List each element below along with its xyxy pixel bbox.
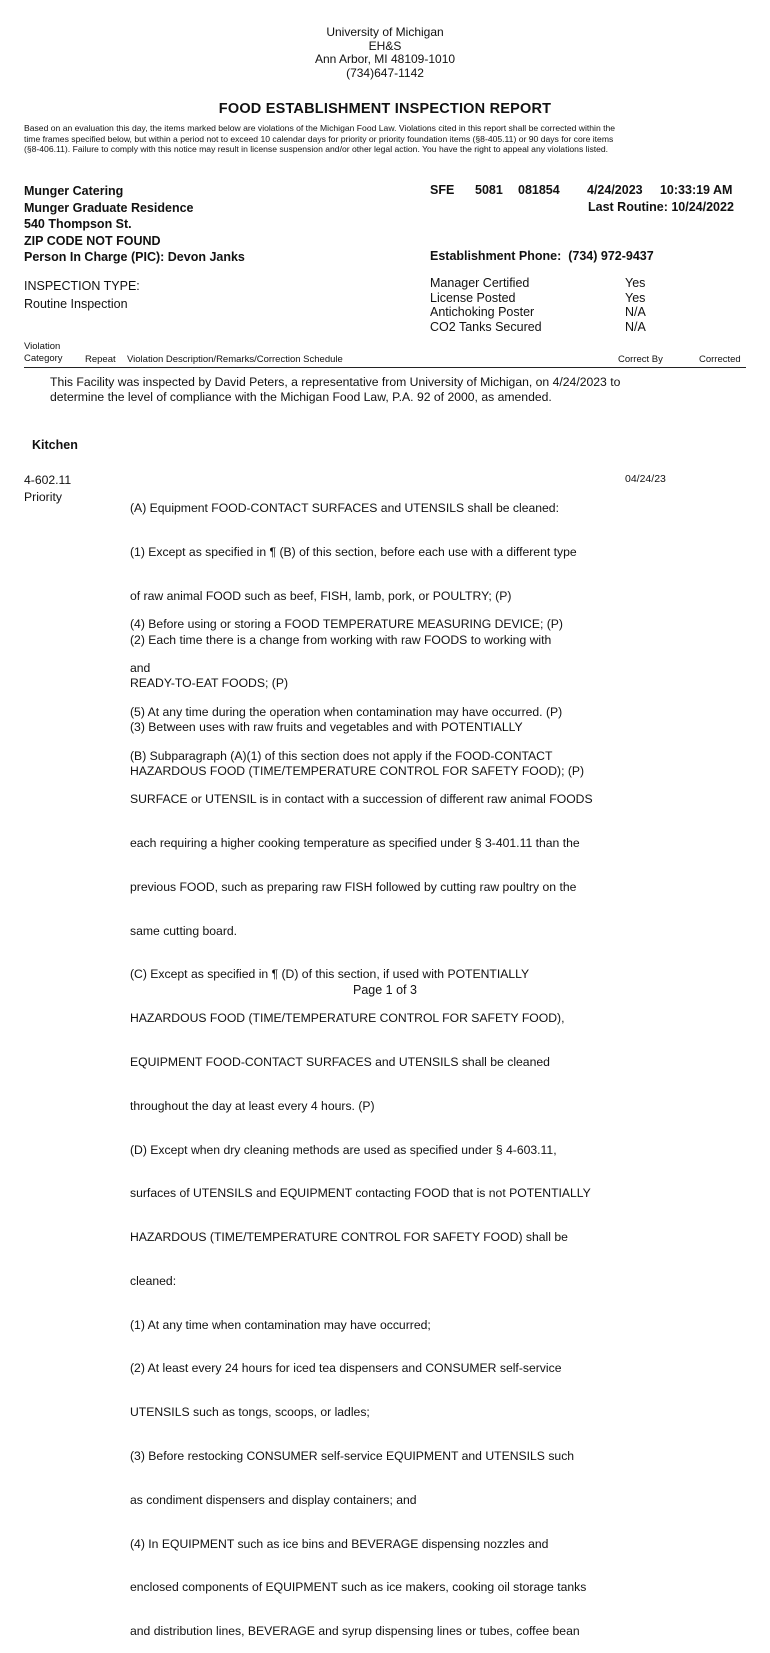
description-line: as condiment dispensers and display containers; and bbox=[130, 1492, 417, 1507]
description-line: HAZARDOUS FOOD (TIME/TEMPERATURE CONTROL FOR SAFETY FOOD), bbox=[130, 1011, 565, 1026]
header-repeat: Repeat bbox=[85, 354, 116, 365]
description-line: same cutting board. bbox=[130, 923, 238, 938]
establishment-info bbox=[24, 183, 245, 266]
description-line: (1) At any time when contamination may have occurred; bbox=[130, 1317, 431, 1332]
description-line: (C) Except as specified in ¶ (D) of this section, if used with POTENTIALLY bbox=[130, 967, 530, 982]
description-line: READY-TO-EAT FOODS; (P) bbox=[130, 676, 289, 691]
check-label: Antichoking Poster bbox=[430, 305, 535, 320]
description-line: of raw animal FOOD such as beef, FISH, lamb, pork, or POULTRY; (P) bbox=[130, 588, 512, 603]
establishment-type: SFE bbox=[430, 183, 455, 197]
intro-line: time frames specified below, but within a period not to exceed 10 calendar days for priority or priority foundation items (§8-405.11) or 90 days for core items bbox=[24, 133, 614, 144]
person-in-charge: Person In Charge (PIC): Devon Janks bbox=[24, 250, 245, 264]
report-title: FOOD ESTABLISHMENT INSPECTION REPORT bbox=[218, 101, 552, 117]
check-value: N/A bbox=[625, 305, 646, 320]
description-line: UTENSILS such as tongs, scoops, or ladles; bbox=[130, 1405, 370, 1420]
intro-line: (§8-406.11). Failure to comply with this notice may result in license suspension and/or other legal action. You have the right to appeal any violations listed. bbox=[24, 144, 609, 154]
description-line: and bbox=[130, 660, 151, 675]
check-label: CO2 Tanks Secured bbox=[430, 319, 542, 334]
description-line: (4) In EQUIPMENT such as ice bins and BEVERAGE dispensing nozzles and bbox=[130, 1536, 549, 1551]
intro-text bbox=[24, 123, 746, 155]
last-routine: Last Routine: 10/24/2022 bbox=[588, 200, 734, 214]
description-line: HAZARDOUS (TIME/TEMPERATURE CONTROL FOR SAFETY FOOD) shall be bbox=[130, 1230, 568, 1245]
establishment-zip: ZIP CODE NOT FOUND bbox=[24, 233, 161, 248]
inspection-type-block bbox=[24, 277, 140, 313]
facility-statement-line: This Facility was inspected by David Peters, a representative from University of Michigan, on 4/24/2023 to bbox=[50, 375, 621, 389]
area-heading: Kitchen bbox=[32, 438, 78, 452]
establishment-code: 5081 bbox=[475, 183, 503, 197]
establishment-name: Munger Catering bbox=[24, 184, 124, 198]
description-line: (3) Before restocking CONSUMER self-service EQUIPMENT and UTENSILS such bbox=[130, 1449, 575, 1464]
agency-dept: EH&S bbox=[368, 38, 402, 53]
agency-phone: (734)647-1142 bbox=[346, 65, 424, 80]
establishment-location: Munger Graduate Residence bbox=[24, 200, 194, 215]
agency-address: Ann Arbor, MI 48109-1010 bbox=[314, 52, 456, 66]
description-line: (5) At any time during the operation when contamination may have occurred. (P) bbox=[130, 704, 563, 719]
check-label: License Posted bbox=[430, 290, 516, 305]
header-violation-category bbox=[24, 341, 63, 365]
header-description: Violation Description/Remarks/Correction Schedule bbox=[127, 354, 343, 365]
violation-code: 4-602.11 bbox=[24, 473, 72, 487]
description-line: (1) Except as specified in ¶ (B) of this section, before each use with a different type bbox=[130, 544, 577, 559]
description-line: enclosed components of EQUIPMENT such as ice makers, cooking oil storage tanks bbox=[130, 1580, 587, 1595]
page-number: Page 1 of 3 bbox=[353, 983, 417, 997]
description-line: SURFACE or UTENSIL is in contact with a succession of different raw animal FOODS bbox=[130, 792, 593, 807]
description-line: (D) Except when dry cleaning methods are used as specified under § 4-603.11, bbox=[130, 1142, 557, 1157]
description-line: (A) Equipment FOOD-CONTACT SURFACES and UTENSILS shall be cleaned: bbox=[130, 501, 559, 516]
header-category: Category bbox=[24, 353, 63, 364]
check-value: N/A bbox=[625, 319, 646, 334]
header-violation: Violation bbox=[24, 341, 61, 352]
establishment-street: 540 Thompson St. bbox=[24, 217, 132, 231]
inspection-datetime: 4/24/2023 10:33:19 AM bbox=[587, 183, 733, 197]
check-value: Yes bbox=[625, 290, 646, 305]
description-line: cleaned: bbox=[130, 1273, 177, 1288]
violation-code-block bbox=[24, 472, 71, 506]
violation-category: Priority bbox=[24, 490, 62, 504]
description-line: (3) Between uses with raw fruits and vegetables and with POTENTIALLY bbox=[130, 720, 523, 735]
check-label: Manager Certified bbox=[430, 276, 530, 290]
description-line: throughout the day at least every 4 hours. (P) bbox=[130, 1098, 375, 1113]
description-line: HAZARDOUS FOOD (TIME/TEMPERATURE CONTROL FOR SAFETY FOOD); (P) bbox=[130, 763, 585, 778]
agency-header bbox=[0, 26, 770, 80]
header-correct-by: Correct By bbox=[618, 354, 663, 365]
agency-name: University of Michigan bbox=[326, 25, 444, 39]
inspection-type-label: INSPECTION TYPE: bbox=[24, 279, 140, 293]
description-line: surfaces of UTENSILS and EQUIPMENT contacting FOOD that is not POTENTIALLY bbox=[130, 1186, 591, 1201]
check-value: Yes bbox=[625, 276, 646, 290]
description-line: (2) Each time there is a change from working with raw FOODS to working with bbox=[130, 632, 552, 647]
header-corrected: Corrected bbox=[699, 354, 741, 365]
violation-description-2 bbox=[130, 588, 625, 1653]
header-divider bbox=[24, 367, 746, 368]
violation-correct-by: 04/24/23 bbox=[625, 473, 666, 485]
facility-statement bbox=[50, 375, 620, 404]
description-line: and distribution lines, BEVERAGE and syrup dispensing lines or tubes, coffee bean bbox=[130, 1624, 580, 1639]
description-line: EQUIPMENT FOOD-CONTACT SURFACES and UTENSILS shall be cleaned bbox=[130, 1055, 550, 1069]
description-line: (4) Before using or storing a FOOD TEMPERATURE MEASURING DEVICE; (P) bbox=[130, 617, 563, 632]
establishment-id: 081854 bbox=[518, 183, 560, 197]
checks-values bbox=[625, 276, 646, 334]
description-line: (2) At least every 24 hours for iced tea dispensers and CONSUMER self-service bbox=[130, 1361, 562, 1376]
inspection-type-value: Routine Inspection bbox=[24, 297, 128, 311]
description-line: previous FOOD, such as preparing raw FISH followed by cutting raw poultry on the bbox=[130, 879, 577, 894]
checks-labels bbox=[430, 276, 542, 334]
facility-statement-line: determine the level of compliance with the Michigan Food Law, P.A. 92 of 2000, as amended. bbox=[50, 389, 552, 404]
description-line: each requiring a higher cooking temperature as specified under § 3-401.11 than the bbox=[130, 836, 580, 851]
description-line: (B) Subparagraph (A)(1) of this section does not apply if the FOOD-CONTACT bbox=[130, 748, 553, 763]
intro-line: Based on an evaluation this day, the items marked below are violations of the Michigan Food Law. Violations cited in this report shall be corrected within the bbox=[24, 123, 616, 133]
establishment-phone: Establishment Phone: (734) 972-9437 bbox=[430, 249, 654, 263]
